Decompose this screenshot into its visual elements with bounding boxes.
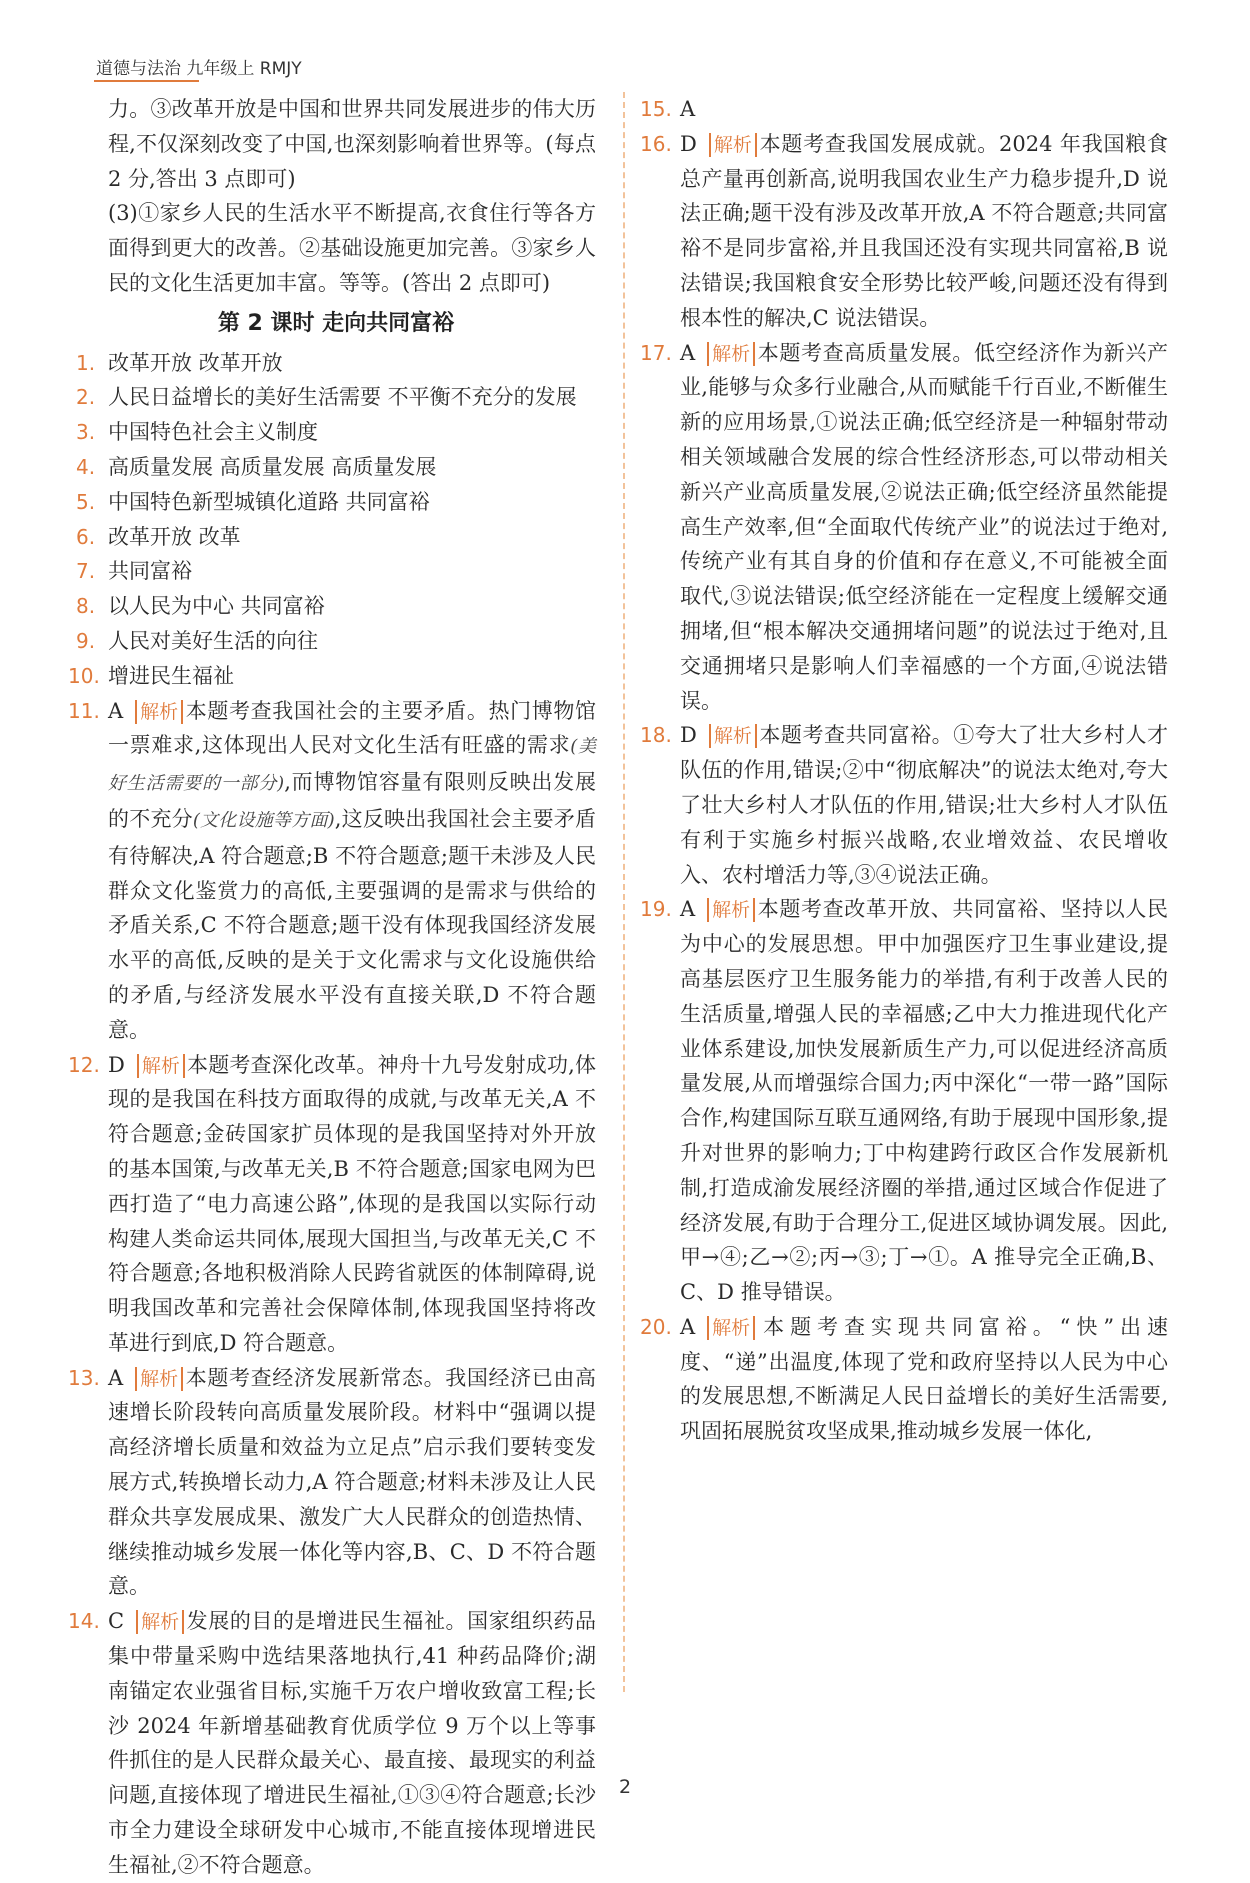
item-choice: A: [108, 1365, 124, 1390]
page-number: 2: [618, 1776, 632, 1798]
answer-item-2: [76, 380, 596, 415]
item-answer: 改革开放 改革: [108, 524, 241, 549]
analysis-text: 本题考查深化改革。神舟十九号发射成功,体现的是我国在科技方面取得的成就,与改革无关,A 不符合题意;金砖国家扩员体现的是我国坚持对外开放的基本国策,与改革无关,B 不符合题意;国家电网为巴西打造了“电力高速公路”,体现的是我国以实际行动构建人类命运共同体,展现大国担当,与改革无关,C 不符合题意;各地积极消除人民跨省就医的体制障碍,说明我国改革和完善社会保障体制,体现我国坚持将改革进行到底,D 符合题意。: [108, 1052, 596, 1355]
item-number: 8.: [76, 594, 96, 619]
analysis-tag: 解析: [707, 342, 755, 366]
answer-item-9: [76, 624, 596, 659]
item-number: 1.: [76, 350, 96, 375]
header-accent-line: [94, 80, 199, 82]
answer-item-11: [68, 694, 597, 1048]
analysis-tag: 解析: [709, 724, 757, 748]
item-choice: D: [680, 723, 697, 748]
handwritten-note: (美好生活需要的一部分): [108, 736, 596, 795]
item-number: 18.: [640, 723, 672, 748]
analysis-text: 本题考查高质量发展。低空经济作为新兴产业,能够与众多行业融合,从而赋能千行百业,不断催生新的应用场景,①说法正确;低空经济是一种辐射带动相关领域融合发展的综合性经济形态,可以带动相关新兴产业高质量发展,②说法正确;低空经济虽然能提高生产效率,但“全面取代传统产业”的说法过于绝对,传统产业有其自身的价值和存在意义,不可能被全面取代,③说法错误;低空经济能在一定程度上缓解交通拥堵,但“根本解决交通拥堵问题”的说法过于绝对,且交通拥堵只是影响人们幸福感的一个方面,④说法错误。: [680, 340, 1168, 713]
answer-item-17: [640, 336, 1168, 719]
item-number: 9.: [76, 628, 96, 653]
item-number: 6.: [76, 524, 96, 549]
item-number: 15.: [640, 97, 672, 121]
item-choice: D: [108, 1052, 125, 1077]
column-divider: [623, 92, 625, 1692]
analysis-text: 发展的目的是增进民生福祉。国家组织药品集中带量采购中选结果落地执行,41 种药品降价;湖南锚定农业强省目标,实施千万农户增收致富工程;长沙 2024 年新增基础教育优质学位 9 万个以上等事件抓住的是人民群众最关心、最直接、最现实的利益问题,直接体现了增进民生福祉,①③④符合题意;长沙市全力建设全球研发中心城市,不能直接体现增进民生福祉,②不符合题意。: [108, 1609, 596, 1877]
item-choice: D: [680, 131, 697, 156]
answer-item-1: [76, 346, 596, 381]
answer-item-20: [640, 1310, 1168, 1449]
analysis-text: ,这反映出我国社会主要矛盾有待解决,A 符合题意;B 不符合题意;题干未涉及人民群众文化鉴赏力的高低,主要强调的是需求与供给的矛盾关系,C 不符合题意;题干没有体现我国经济发展水平的高低,反映的是关于文化需求与文化设施供给的矛盾,与经济发展水平没有直接关联,D 不符合题意。: [108, 806, 597, 1042]
item-answer: 中国特色新型城镇化道路 共同富裕: [108, 489, 430, 514]
answer-item-14: [68, 1604, 596, 1882]
right-column: [640, 92, 1168, 1449]
item-answer: 人民对美好生活的向往: [108, 628, 318, 653]
item-answer: 人民日益增长的美好生活需要 不平衡不充分的发展: [108, 385, 577, 410]
running-header: 道德与法治 九年级上 RMJY: [96, 59, 302, 79]
analysis-tag: 解析: [707, 898, 755, 922]
analysis-text: 本题考查共同富裕。①夸大了壮大乡村人才队伍的作用,错误;②中“彻底解决”的说法太绝对,夸大了壮大乡村人才队伍的作用,错误;壮大乡村人才队伍有利于实施乡村振兴战略,农业增效益、农民增收入、农村增活力等,③④说法正确。: [680, 723, 1168, 887]
item-number: 20.: [640, 1314, 672, 1339]
item-number: 19.: [640, 897, 672, 922]
item-choice: A: [680, 897, 696, 922]
item-choice: A: [680, 97, 696, 121]
answer-item-4: [76, 450, 596, 485]
continued-answer-paragraph: 力。③改革开放是中国和世界共同发展进步的伟大历程,不仅深刻改变了中国,也深刻影响着世界等。(每点 2 分,答出 3 点即可): [108, 97, 596, 191]
answer-item-5: [76, 485, 596, 520]
answer-item-3: [76, 415, 596, 450]
item-choice: C: [108, 1609, 125, 1634]
answer-item-15: [640, 92, 1168, 127]
answer-item-16: [640, 127, 1168, 336]
item-choice: A: [680, 340, 696, 365]
answer-item-19: [640, 892, 1168, 1310]
item-number: 2.: [76, 385, 96, 410]
item-answer: 高质量发展 高质量发展 高质量发展: [108, 454, 437, 479]
answer-item-13: [68, 1361, 596, 1605]
answer-item-8: [76, 589, 596, 624]
item-number: 10.: [68, 663, 100, 688]
analysis-text: 本题考查我国社会的主要矛盾。热门博物馆一票难求,这体现出人民对文化生活有旺盛的需求: [108, 698, 596, 758]
analysis-tag: 解析: [135, 700, 183, 724]
item-choice: A: [108, 698, 124, 723]
item-number: 14.: [68, 1609, 100, 1634]
item-number: 13.: [68, 1365, 100, 1390]
item-answer: 共同富裕: [108, 559, 192, 584]
analysis-tag: 解析: [135, 1367, 183, 1391]
analysis-text: 本题考查经济发展新常态。我国经济已由高速增长阶段转向高质量发展阶段。材料中“强调以提高经济增长质量和效益为立足点”启示我们要转变发展方式,转换增长动力,A 符合题意;材料未涉及让人民群众共享发展成果、激发广大人民群众的创造热情、继续推动城乡发展一体化等内容,B、C、D 不符合题意。: [108, 1365, 596, 1599]
item-answer: 中国特色社会主义制度: [108, 420, 318, 445]
item-number: 11.: [68, 698, 100, 723]
answer-item-10: [68, 659, 596, 694]
answer-item-12: [68, 1048, 596, 1361]
item-number: 12.: [68, 1052, 100, 1077]
answer-item-18: [640, 718, 1168, 892]
item-number: 5.: [76, 489, 96, 514]
analysis-text: 本题考查我国发展成就。2024 年我国粮食总产量再创新高,说明我国农业生产力稳步提升,D 说法正确;题干没有涉及改革开放,A 不符合题意;共同富裕不是同步富裕,并且我国还没有实现共同富裕,B 说法错误;我国粮食安全形势比较严峻,问题还没有得到根本性的解决,C 说法错误。: [680, 131, 1168, 330]
item-number: 3.: [76, 420, 96, 445]
answer-item-7: [76, 554, 596, 589]
item-answer: 增进民生福祉: [108, 663, 234, 688]
item-number: 16.: [640, 131, 672, 156]
answer-3-paragraph: (3)①家乡人民的生活水平不断提高,衣食住行等各方面得到更大的改善。②基础设施更加完善。③家乡人民的文化生活更加丰富。等等。(答出 2 点即可): [108, 201, 596, 295]
item-choice: A: [680, 1314, 696, 1339]
item-number: 4.: [76, 454, 96, 479]
analysis-tag: 解析: [136, 1610, 184, 1634]
item-number: 7.: [76, 559, 96, 584]
analysis-tag: 解析: [707, 1316, 755, 1340]
analysis-text: 本题考查改革开放、共同富裕、坚持以人民为中心的发展思想。甲中加强医疗卫生事业建设,提高基层医疗卫生服务能力的举措,有利于改善人民的生活质量,增强人民的幸福感;乙中大力推进现代化产业体系建设,加快发展新质生产力,可以促进经济高质量发展,从而增强综合国力;丙中深化“一带一路”国际合作,构建国际互联互通网络,有助于展现中国形象,提升对世界的影响力;丁中构建跨行政区合作发展新机制,打造成渝发展经济圈的举措,通过区域合作促进了经济发展,有助于合理分工,促进区域协调发展。因此,甲→④;乙→②;丙→③;丁→①。A 推导完全正确,B、C、D 推导错误。: [680, 897, 1168, 1305]
analysis-tag: 解析: [137, 1054, 185, 1078]
item-answer: 以人民为中心 共同富裕: [108, 594, 325, 619]
analysis-tag: 解析: [709, 133, 757, 157]
section-title: 第 2 课时 走向共同富裕: [217, 310, 455, 336]
analysis-text: ,而博物馆容量有限则反映出发展的不充分: [108, 770, 596, 831]
left-column: [68, 92, 597, 1883]
handwritten-note: (文化设施等方面): [192, 809, 335, 831]
item-answer: 改革开放 改革开放: [108, 350, 283, 375]
answer-item-6: [76, 520, 596, 555]
analysis-text: 本题考查实现共同富裕。“快”出速度、“递”出温度,体现了党和政府坚持以人民为中心的发展思想,不断满足人民日益增长的美好生活需要,巩固拓展脱贫攻坚成果,推动城乡发展一体化,: [680, 1314, 1168, 1444]
item-number: 17.: [640, 340, 672, 365]
